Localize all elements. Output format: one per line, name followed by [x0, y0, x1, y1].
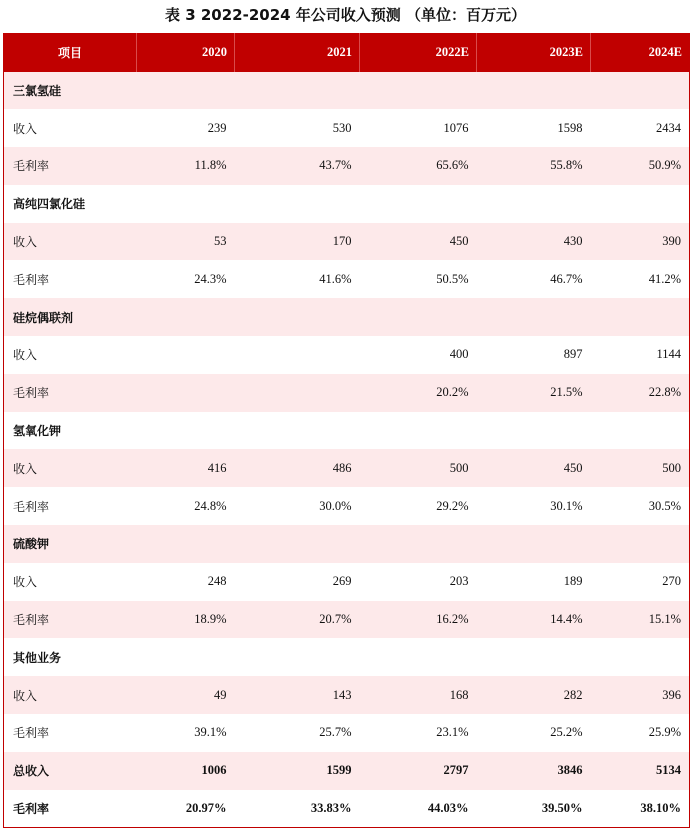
row-label: 硅烷偶联剂 — [4, 298, 137, 336]
value-cell — [477, 298, 591, 336]
row-label: 三氯氢硅 — [4, 72, 137, 110]
value-cell: 450 — [360, 223, 477, 261]
row-label: 收入 — [4, 109, 137, 147]
value-cell: 43.7% — [235, 147, 360, 185]
value-cell: 46.7% — [477, 260, 591, 298]
value-cell — [137, 336, 235, 374]
value-cell: 24.3% — [137, 260, 235, 298]
value-cell — [235, 298, 360, 336]
table-row — [4, 676, 690, 714]
value-cell — [137, 638, 235, 676]
value-cell: 20.97% — [137, 790, 235, 828]
value-cell — [477, 525, 591, 563]
value-cell: 20.2% — [360, 374, 477, 412]
row-label: 收入 — [4, 563, 137, 601]
value-cell — [477, 185, 591, 223]
value-cell: 44.03% — [360, 790, 477, 828]
value-cell — [591, 298, 690, 336]
value-cell: 530 — [235, 109, 360, 147]
value-cell: 189 — [477, 563, 591, 601]
value-cell: 11.8% — [137, 147, 235, 185]
value-cell — [235, 638, 360, 676]
row-label: 收入 — [4, 336, 137, 374]
value-cell: 23.1% — [360, 714, 477, 752]
revenue-forecast-table — [3, 33, 690, 828]
value-cell: 2434 — [591, 109, 690, 147]
value-cell: 30.0% — [235, 487, 360, 525]
value-cell — [591, 412, 690, 450]
value-cell: 2797 — [360, 752, 477, 790]
group-header-row — [4, 72, 690, 110]
value-cell — [137, 185, 235, 223]
value-cell: 39.50% — [477, 790, 591, 828]
group-header-row — [4, 298, 690, 336]
value-cell: 450 — [477, 449, 591, 487]
value-cell: 25.9% — [591, 714, 690, 752]
table-row — [4, 336, 690, 374]
value-cell — [591, 185, 690, 223]
value-cell — [235, 412, 360, 450]
value-cell — [137, 525, 235, 563]
value-cell: 15.1% — [591, 601, 690, 639]
value-cell: 1006 — [137, 752, 235, 790]
value-cell: 5134 — [591, 752, 690, 790]
value-cell: 1076 — [360, 109, 477, 147]
value-cell — [360, 525, 477, 563]
value-cell: 22.8% — [591, 374, 690, 412]
value-cell: 500 — [591, 449, 690, 487]
value-cell: 33.83% — [235, 790, 360, 828]
value-cell — [477, 72, 591, 110]
value-cell: 65.6% — [360, 147, 477, 185]
row-label: 氢氧化钾 — [4, 412, 137, 450]
table-row — [4, 260, 690, 298]
value-cell — [137, 374, 235, 412]
group-header-row — [4, 412, 690, 450]
value-cell — [360, 412, 477, 450]
value-cell: 416 — [137, 449, 235, 487]
row-label: 毛利率 — [4, 147, 137, 185]
value-cell — [137, 298, 235, 336]
value-cell: 41.6% — [235, 260, 360, 298]
header-cell-2024e: 2024E — [591, 34, 690, 72]
table-row — [4, 487, 690, 525]
value-cell — [360, 72, 477, 110]
value-cell — [360, 185, 477, 223]
value-cell: 30.5% — [591, 487, 690, 525]
value-cell: 21.5% — [477, 374, 591, 412]
table-title: 表 3 2022-2024 年公司收入预测 （单位：百万元） — [164, 6, 527, 24]
total-row — [4, 752, 690, 790]
row-label: 高纯四氯化硅 — [4, 185, 137, 223]
value-cell: 282 — [477, 676, 591, 714]
row-label: 收入 — [4, 449, 137, 487]
table-row — [4, 223, 690, 261]
value-cell — [591, 525, 690, 563]
value-cell: 24.8% — [137, 487, 235, 525]
value-cell — [477, 412, 591, 450]
group-header-row — [4, 638, 690, 676]
row-label: 收入 — [4, 676, 137, 714]
value-cell: 29.2% — [360, 487, 477, 525]
row-label: 毛利率 — [4, 790, 137, 828]
value-cell — [137, 412, 235, 450]
value-cell: 248 — [137, 563, 235, 601]
value-cell: 41.2% — [591, 260, 690, 298]
value-cell: 170 — [235, 223, 360, 261]
value-cell — [235, 336, 360, 374]
header-cell-2022e: 2022E — [360, 34, 477, 72]
value-cell — [235, 185, 360, 223]
value-cell: 25.2% — [477, 714, 591, 752]
value-cell: 269 — [235, 563, 360, 601]
value-cell: 396 — [591, 676, 690, 714]
value-cell: 39.1% — [137, 714, 235, 752]
value-cell: 38.10% — [591, 790, 690, 828]
value-cell: 50.9% — [591, 147, 690, 185]
row-label: 毛利率 — [4, 374, 137, 412]
table-row — [4, 563, 690, 601]
value-cell: 49 — [137, 676, 235, 714]
value-cell — [235, 72, 360, 110]
header-cell-item: 项目 — [4, 34, 137, 72]
group-header-row — [4, 185, 690, 223]
group-header-row — [4, 525, 690, 563]
value-cell: 203 — [360, 563, 477, 601]
row-label: 总收入 — [4, 752, 137, 790]
row-label: 硫酸钾 — [4, 525, 137, 563]
table-row — [4, 714, 690, 752]
header-cell-2021: 2021 — [235, 34, 360, 72]
value-cell: 143 — [235, 676, 360, 714]
value-cell: 239 — [137, 109, 235, 147]
value-cell: 30.1% — [477, 487, 591, 525]
value-cell — [137, 72, 235, 110]
value-cell — [235, 525, 360, 563]
table-row — [4, 109, 690, 147]
value-cell: 1599 — [235, 752, 360, 790]
value-cell — [360, 298, 477, 336]
table-row — [4, 374, 690, 412]
total-row — [4, 790, 690, 828]
value-cell: 1144 — [591, 336, 690, 374]
value-cell: 55.8% — [477, 147, 591, 185]
value-cell: 486 — [235, 449, 360, 487]
value-cell — [360, 638, 477, 676]
value-cell: 14.4% — [477, 601, 591, 639]
value-cell — [591, 72, 690, 110]
value-cell: 430 — [477, 223, 591, 261]
value-cell — [591, 638, 690, 676]
value-cell: 50.5% — [360, 260, 477, 298]
table-row — [4, 449, 690, 487]
row-label: 毛利率 — [4, 260, 137, 298]
value-cell: 53 — [137, 223, 235, 261]
value-cell: 897 — [477, 336, 591, 374]
value-cell: 16.2% — [360, 601, 477, 639]
value-cell — [235, 374, 360, 412]
row-label: 毛利率 — [4, 714, 137, 752]
value-cell: 270 — [591, 563, 690, 601]
value-cell: 390 — [591, 223, 690, 261]
table-body — [4, 72, 690, 828]
row-label: 毛利率 — [4, 487, 137, 525]
table-row — [4, 147, 690, 185]
row-label: 毛利率 — [4, 601, 137, 639]
value-cell: 18.9% — [137, 601, 235, 639]
value-cell: 25.7% — [235, 714, 360, 752]
row-label: 收入 — [4, 223, 137, 261]
value-cell — [477, 638, 591, 676]
value-cell: 3846 — [477, 752, 591, 790]
table-header-row — [4, 34, 690, 72]
header-cell-2023e: 2023E — [477, 34, 591, 72]
value-cell: 500 — [360, 449, 477, 487]
header-cell-2020: 2020 — [137, 34, 235, 72]
row-label: 其他业务 — [4, 638, 137, 676]
value-cell: 1598 — [477, 109, 591, 147]
table-row — [4, 601, 690, 639]
value-cell: 20.7% — [235, 601, 360, 639]
value-cell: 168 — [360, 676, 477, 714]
value-cell: 400 — [360, 336, 477, 374]
